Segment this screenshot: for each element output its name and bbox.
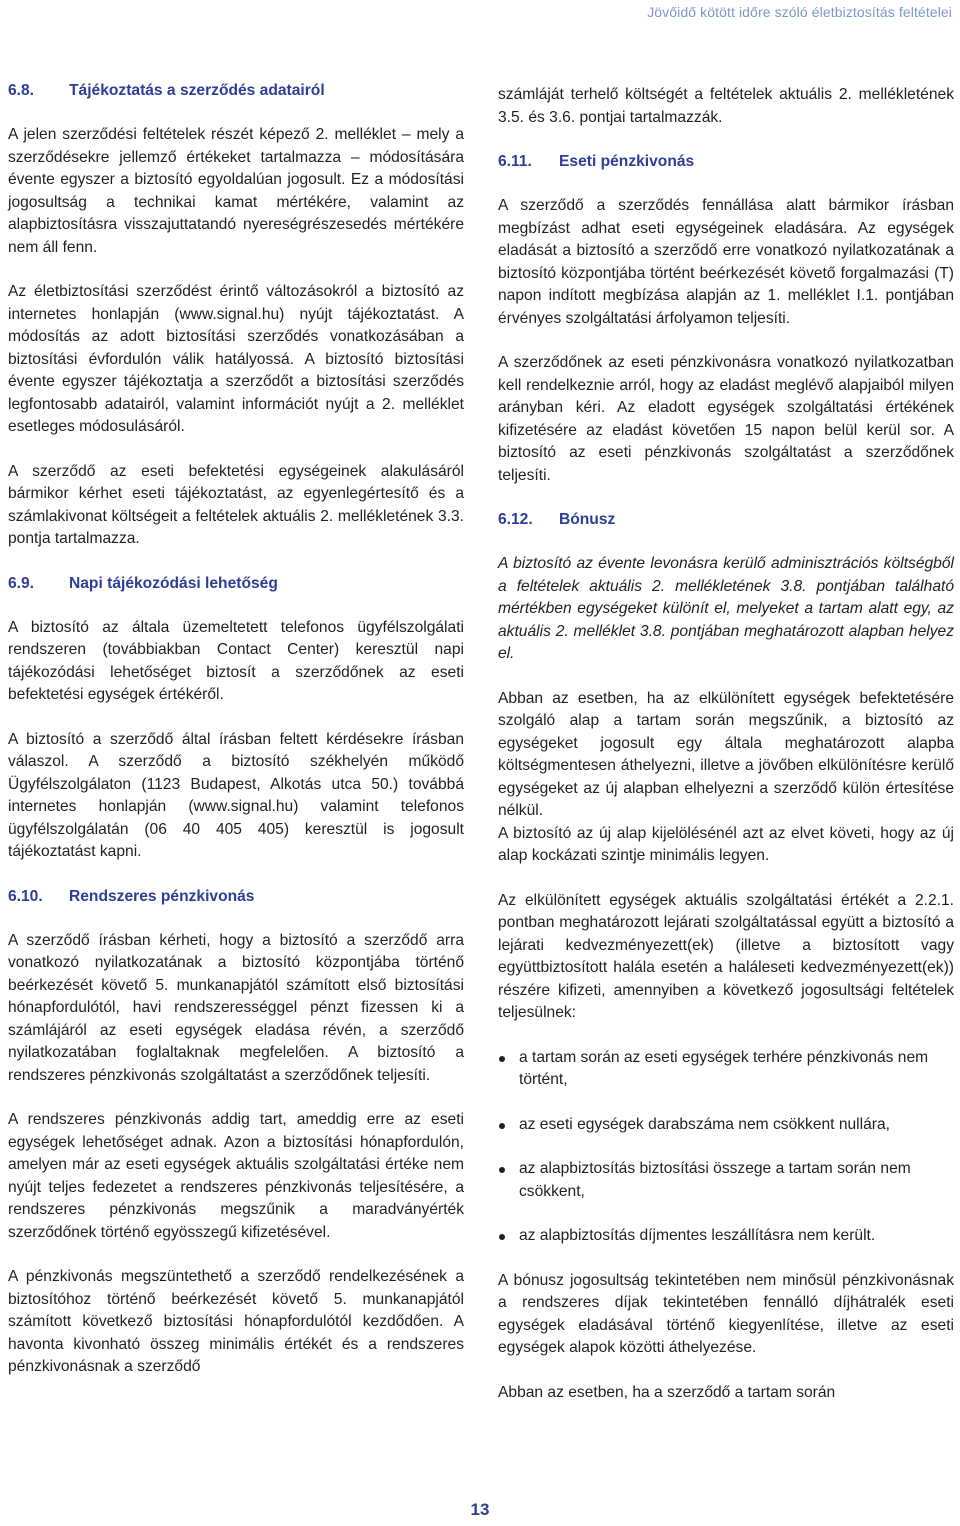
bullet-icon (499, 1123, 505, 1129)
list-item (498, 1047, 954, 1092)
paragraph: A szerződő írásban kérheti, hogy a biztosító a szerződő arra vonatkozó nyilatkozatának a biztosító központjába történő beérkezését követő 5. munkanapjától számított első biztosítási hónapfordulótól, havi rendszerességgel pénzt fizessen ki a számlájáról az eseti egységek eladása révén, a szerződő nyilatkozatában foglaltaknak megfelelően. A biztosító a rendszeres pénzkivonás szolgáltatást a szerződőnek teljesíti. (8, 931, 464, 1084)
list-item-text: az eseti egységek darabszáma nem csökkent nullára, (519, 1115, 890, 1133)
section-title: Tájékoztatás a szerződés adatairól (69, 82, 325, 99)
list-item (498, 1158, 954, 1203)
section-heading-6-12 (498, 509, 954, 531)
section-number: 6.11. (498, 153, 532, 170)
paragraph: A biztosító az új alap kijelölésénél azt az elvet követi, hogy az új alap kockázati szintje minimális legyen. (498, 824, 954, 864)
section-title: Napi tájékozódási lehetőség (69, 574, 278, 592)
paragraph: A biztosító a szerződő által írásban feltett kérdésekre írásban válaszol. A szerződő a biztosító székhelyén működő Ügyfélszolgálaton (1123 Budapest, Alkotás utca 50.) továbbá internetes honlapján (www.signal.hu) valamint telefonos ügyfélszolgálatán (06 40 405 405) keresztül is jogosult tájékoztatást kapni. (8, 730, 464, 860)
paragraph: A szerződőnek az eseti pénzkivonásra vonatkozó nyilatkozatban kell rendelkeznie arról, hogy az eladást meglévő alapjaiból milyen arányban kéri. Az eladott egységek szolgáltatási értékének kifizetésére az eladást követően 15 napon belül kerül sor. A biztosító az eseti pénzkivonás szolgáltatást a szerződőnek teljesíti. (498, 354, 954, 484)
paragraph: Az életbiztosítási szerződést érintő változásokról a biztosító az internetes honlapján (www.signal.hu) nyújt tájékoztatást. A módosítás az adott biztosítási szerződés vonatkozásában a biztosítási évfordulón válik hatályossá. A biztosító biztosítási évente egyszer tájékoztatja a szerződőt a biztosítási szerződés legfontosabb adatairól, valamint információt nyújt a 2. melléklet esetleges módosulásáról. (8, 283, 464, 435)
paragraph: A biztosító az általa üzemeltetett telefonos ügyfélszolgálati rendszeren (továbbiakban Contact Center) keresztül napi tájékozódási lehetőséget biztosít a szerződőnek az eseti befektetési egységek értékéről. (8, 618, 464, 703)
bullet-icon (499, 1056, 505, 1062)
paragraph-continuation: számláját terhelő költségét a feltételek aktuális 2. mellékletének 3.5. és 3.6. pontjai tartalmazzák. (498, 86, 954, 126)
list-item (498, 1225, 954, 1248)
paragraph: Abban az esetben, ha az elkülönített egységek befektetésére szolgáló alap a tartam során megszűnik, a biztosító az egységeket jogosult egy általa meghatározott alapba költségmentesen áthelyezni, illetve a jövőben elkülönítésre kerülő egységeket az új alapban elhelyezni a szerződő külön értesítése nélkül. (498, 689, 954, 819)
paragraph: A rendszeres pénzkivonás addig tart, ameddig erre az eseti egységek lehetőséget adnak. Azon a biztosítási hónapfordulón, amelyen már az eseti egységek aktuális szolgáltatási értéke nem nyújt teljes fedezetet a rendszeres pénzkivonás teljesítésére, a rendszeres pénzkivonás megszűnik a maradványérték szerződőnek történő egyösszegű kifizetésével. (8, 1111, 464, 1241)
section-title: Bónusz (559, 511, 616, 528)
section-title: Rendszeres pénzkivonás (69, 887, 255, 905)
paragraph: Az elkülönített egységek aktuális szolgáltatási értékét a 2.2.1. pontban meghatározott lejárati szolgáltatással együtt a biztosító a lejárati kedvezményezett(ek) (illetve a biztosított vagy együttbiztosított halála esetén a haláleseti kedvezményezett(ek)) részére kifizeti, amennyiben a következő jogosultsági feltételek teljesülnek: (498, 891, 954, 1021)
list-item-text: a tartam során az eseti egységek terhére pénzkivonás nem történt, (519, 1048, 929, 1088)
section-number: 6.12. (498, 511, 533, 528)
section-heading-6-10 (8, 886, 464, 908)
section-heading-6-8 (8, 80, 464, 102)
italic-paragraph: A biztosító az évente levonásra kerülő adminisztrációs költségből a feltételek aktuális 2. mellékletének 3.8. pontjában található mértékben egységeket különít el, melyeket a tartam alatt egy, az aktuális 2. melléklet 3.8. pontjában meghatározott alapban helyez el. (498, 555, 954, 662)
left-column (8, 80, 464, 1379)
running-header: Jövőidő kötött időre szóló életbiztosítás feltételei (647, 4, 952, 20)
section-heading-6-9 (8, 573, 464, 595)
page-number: 13 (470, 1500, 490, 1519)
section-number: 6.9. (8, 574, 35, 592)
paragraph: Abban az esetben, ha a szerződő a tartam során (498, 1383, 836, 1401)
bullet-icon (499, 1234, 505, 1240)
paragraph: A pénzkivonás megszüntethető a szerződő rendelkezésének a biztosítóhoz történő beérkezését követő 5. munkanapjától számított következő biztosítási hónapfordulótól kezdődően. A havonta kivonható összeg minimális értékét és a rendszeres pénzkivonásnak a szerződő (8, 1268, 464, 1375)
section-heading-6-11 (498, 151, 954, 173)
bullet-icon (499, 1167, 505, 1173)
section-title: Eseti pénzkivonás (559, 153, 695, 170)
section-number: 6.10. (8, 887, 43, 905)
paragraph: A bónusz jogosultság tekintetében nem minősül pénzkivonásnak a rendszeres díjak tekintetében fennálló díjhátralék eseti egységek eladásával történő kiegyenlítése, illetve az eseti egységek alapok közötti áthelyezése. (498, 1271, 954, 1356)
paragraph: A jelen szerződési feltételek részét képező 2. melléklet – mely a szerződésekre jellemző értékeket tartalmazza – módosítására évente egyszer a biztosító egyoldalúan jogosult. Ez a módosítási jogosultság a technikai kamat mértékére, valamint az alapbiztosításra visszajuttatandó nyereségrészesedés mértékére nem áll fenn. (8, 126, 464, 256)
paragraph: A szerződő az eseti befektetési egységeinek alakulásáról bármikor kérhet eseti tájékoztatást, az egyenlegértesítő és a számlakivonat költségeit a feltételek aktuális 2. mellékletének 3.3. pontja tartalmazza. (8, 462, 464, 547)
list-item (498, 1114, 954, 1137)
list-item-text: az alapbiztosítás biztosítási összege a tartam során nem csökkent, (519, 1160, 911, 1200)
conditions-list (498, 1047, 954, 1248)
list-item-text: az alapbiztosítás díjmentes leszállításra nem került. (519, 1227, 876, 1244)
section-number: 6.8. (8, 82, 35, 99)
right-column (498, 84, 954, 1404)
paragraph: A szerződő a szerződés fennállása alatt bármikor írásban megbízást adhat eseti egységeinek eladására. Az egységek eladását a biztosító a szerződő erre vonatkozó nyilatkozatának a biztosító központjába történt beérkezését követő forgalmazási (T) napon indított megbízása alapján az 1. melléklet I.1. pontjában érvényes szolgáltatási árfolyamon teljesíti. (498, 197, 954, 327)
